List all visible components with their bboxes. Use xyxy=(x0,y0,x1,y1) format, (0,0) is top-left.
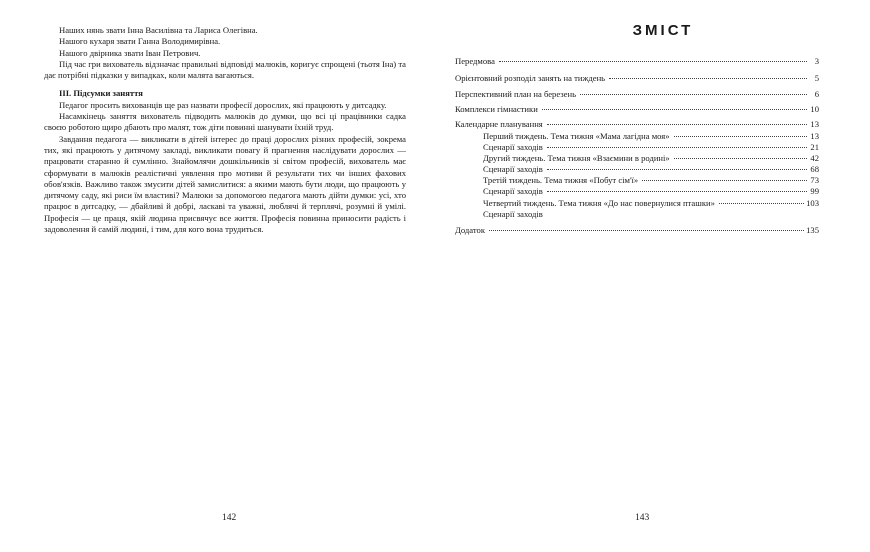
toc-entry-page: 68 xyxy=(810,164,819,174)
toc-entry-label: Другий тиждень. Тема тижня «Взаємини в родині» xyxy=(483,153,670,163)
toc-entry-label: Сценарії заходів xyxy=(483,186,543,196)
toc-entry-page: 103 xyxy=(806,198,819,208)
toc-entry-page: 42 xyxy=(810,153,819,163)
toc-entry xyxy=(455,89,819,100)
toc-entry-label: Сценарії заходів xyxy=(483,142,543,152)
toc-entry xyxy=(455,104,819,115)
toc-entry-page: 3 xyxy=(814,56,819,66)
toc-leader-dots xyxy=(547,169,807,170)
toc-entry-page: 21 xyxy=(810,142,819,152)
paragraph: Педагог просить вихованців ще раз назвати професії дорослих, які працюють у дитсадку. xyxy=(59,99,387,110)
toc-entry-page: 73 xyxy=(810,175,819,185)
toc-entry xyxy=(483,153,819,164)
paragraph: Нашого двірника звати Іван Петрович. xyxy=(59,47,201,58)
toc-leader-dots xyxy=(674,136,807,137)
right-page xyxy=(435,0,870,552)
toc-entry-label: Сценарії заходів xyxy=(483,164,543,174)
toc-entry xyxy=(455,73,819,84)
toc-entry xyxy=(483,175,819,186)
left-page-body xyxy=(44,25,406,235)
toc-entry-label: Комплекси гімнастики xyxy=(455,104,538,114)
toc-entry-page: 99 xyxy=(810,186,819,196)
toc-entry xyxy=(483,198,819,209)
toc-leader-dots xyxy=(547,147,807,148)
toc-leader-dots xyxy=(642,180,807,181)
toc-entry-page: 13 xyxy=(810,119,819,129)
toc-entry-label: Додаток xyxy=(455,225,485,235)
toc-leader-dots xyxy=(547,191,807,192)
page-number-right: 143 xyxy=(635,513,650,523)
toc-entry xyxy=(483,131,819,142)
toc-title: ЗМІСТ xyxy=(632,22,694,39)
toc-leader-dots xyxy=(542,109,807,110)
toc-entry-label: Орієнтовний розподіл занять на тиждень xyxy=(455,73,606,83)
toc-entry-label: Календарне планування xyxy=(455,119,543,129)
toc-entry-page: 6 xyxy=(814,89,819,99)
toc-leader-dots xyxy=(547,124,807,125)
paragraph: Наших нянь звати Інна Василівна та Лариса Олегівна. xyxy=(59,25,258,35)
toc-entry-label: Перспективний план на березень xyxy=(455,89,576,99)
paragraph: Завдання педагога — викликати в дітей інтерес до праці дорослих різних професій, зокрема тих, які працюють у дитячому закладі, викликати повагу й прагнення наслідувати дорослих — працювати старанно й сумлінно. Знайомлячи дошкільників зі світом професій, вихователь має сформувати в малюків реалістичні уявлення про мотиви й результати тих чи інших фахових обов'язків. Важливо також змусити дітей замислитися: а якими мають бути люди, що працюють у дитячому саду, які риси їм властиві? Малюки за допомогою педагога мають дійти думки: усі, хто працює в дитсадку, — дбайливі й добрі, ласкаві та уважні, люблячі й терплячі, розумні й умілі. Професія — це праця, якій людина присвячує все життя. Професія повинна приносити радість і задоволення й самій людині, і тим, для кого вона трудиться. xyxy=(44,133,406,235)
toc-leader-dots xyxy=(609,78,807,79)
section-heading: ІІІ. Підсумки заняття xyxy=(59,88,143,99)
toc-leader-dots xyxy=(580,94,807,95)
toc-entry xyxy=(483,164,819,175)
toc-entry-page: 5 xyxy=(814,73,819,83)
toc-entry-label: Перший тиждень. Тема тижня «Мама лагідна моя» xyxy=(483,131,670,141)
toc-entry xyxy=(483,142,819,153)
toc-leader-dots xyxy=(489,230,804,231)
toc-entry-page: 135 xyxy=(806,225,819,235)
toc-entry-page: 13 xyxy=(810,131,819,141)
toc-entry xyxy=(483,186,819,197)
toc-entry xyxy=(455,56,819,67)
toc-leader-dots xyxy=(719,203,804,204)
paragraph: Під час гри вихователь відзначає правильні відповіді малюків, коригує спрощені (тьотя Іна) та дає потрібні підказки у випадках, коли малята вагаються. xyxy=(44,58,406,81)
toc-entry-page: 10 xyxy=(810,104,819,114)
paragraph: Насамкінець заняття вихователь підводить малюків до думки, що всі ці працівники садка своєю роботою щиро дбають про малят, тож діти повинні шанувати їхній труд. xyxy=(44,111,406,133)
toc-entry xyxy=(455,225,819,236)
toc-entry-label: Сценарії заходів xyxy=(483,209,543,219)
toc-entry xyxy=(483,209,819,220)
paragraph: Нашого кухаря звати Ганна Володимирівна. xyxy=(59,36,221,47)
toc-entry xyxy=(455,119,819,130)
toc-entry-label: Передмова xyxy=(455,56,495,66)
toc-entry-label: Третій тиждень. Тема тижня «Побут сім'ї» xyxy=(483,175,639,185)
toc-leader-dots xyxy=(674,158,807,159)
page-number-left: 142 xyxy=(222,513,237,523)
toc-leader-dots xyxy=(499,61,807,62)
toc-entry-label: Четвертий тиждень. Тема тижня «До нас повернулися пташки» xyxy=(483,198,715,208)
